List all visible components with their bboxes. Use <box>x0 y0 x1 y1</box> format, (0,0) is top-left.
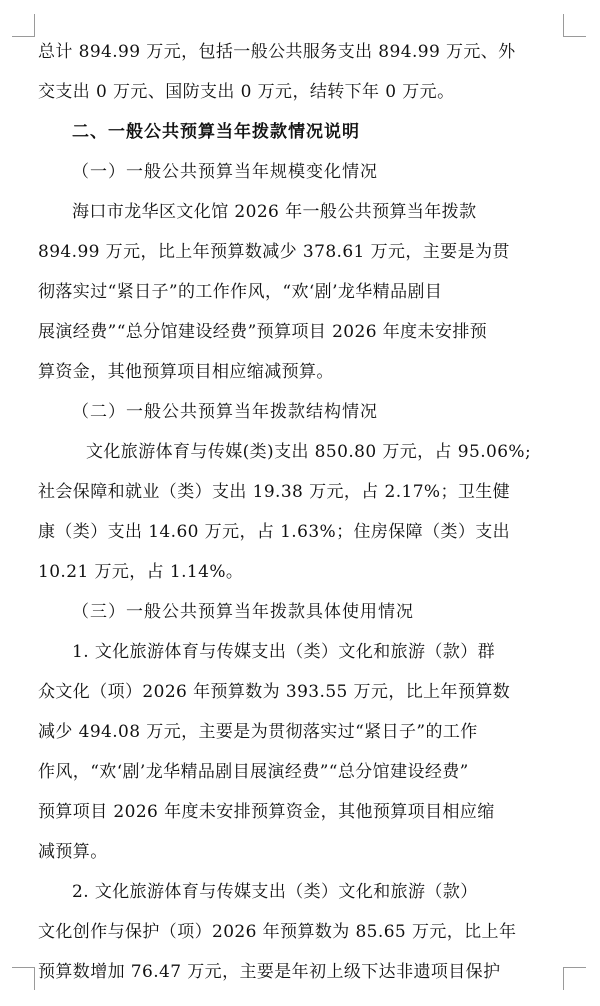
paragraph-line: 交支出 0 万元、国防支出 0 万元，结转下年 0 万元。 <box>38 82 455 102</box>
paragraph-line: 减预算。 <box>38 842 108 862</box>
paragraph-line: 海口市龙华区文化馆 2026 年一般公共预算当年拨款 <box>72 202 477 222</box>
paragraph-line: 预算项目 2026 年度未安排预算资金，其他预算项目相应缩 <box>38 802 495 822</box>
paragraph-line: 社会保障和就业（类）支出 19.38 万元，占 2.17%；卫生健 <box>38 482 511 502</box>
section-heading: 二、一般公共预算当年拨款情况说明 <box>72 122 360 142</box>
subsection-heading: （二）一般公共预算当年拨款结构情况 <box>72 402 378 422</box>
paragraph-line: 预算数增加 76.47 万元，主要是年初上级下达非遗项目保护 <box>38 962 501 982</box>
paragraph-line: 10.21 万元，占 1.14%。 <box>38 562 244 582</box>
paragraph-line: 1. 文化旅游体育与传媒支出（类）文化和旅游（款）群 <box>72 642 496 662</box>
paragraph-line: 文化旅游体育与传媒(类)支出 850.80 万元，占 95.06%; <box>86 442 532 462</box>
subsection-heading: （三）一般公共预算当年拨款具体使用情况 <box>72 602 414 622</box>
paragraph-line: 文化创作与保护（项）2026 年预算数为 85.65 万元，比上年 <box>38 922 517 942</box>
paragraph-line: 众文化（项）2026 年预算数为 393.55 万元，比上年预算数 <box>38 682 511 702</box>
paragraph-line: 算资金，其他预算项目相应缩减预算。 <box>38 362 334 382</box>
paragraph-line: 展演经费”“总分馆建设经费”预算项目 2026 年度未安排预 <box>38 322 488 342</box>
crop-mark-top-left <box>12 14 35 37</box>
paragraph-line: 彻落实过“紧日子”的工作作风，“欢‘剧’龙华精品剧目 <box>38 282 443 302</box>
paragraph-line: 894.99 万元，比上年预算数减少 378.61 万元，主要是为贯 <box>38 242 510 262</box>
subsection-heading: （一）一般公共预算当年规模变化情况 <box>72 162 378 182</box>
paragraph-line: 康（类）支出 14.60 万元，占 1.63%；住房保障（类）支出 <box>38 522 511 542</box>
document-body <box>38 32 574 992</box>
paragraph-line: 总计 894.99 万元，包括一般公共服务支出 894.99 万元、外 <box>38 42 516 62</box>
paragraph-line: 2. 文化旅游体育与传媒支出（类）文化和旅游（款） <box>72 882 478 902</box>
crop-mark-bottom-left <box>12 967 35 990</box>
paragraph-line: 减少 494.08 万元，主要是为贯彻落实过“紧日子”的工作 <box>38 722 478 742</box>
paragraph-line: 作风，“欢‘剧’龙华精品剧目展演经费”“总分馆建设经费” <box>38 762 469 782</box>
